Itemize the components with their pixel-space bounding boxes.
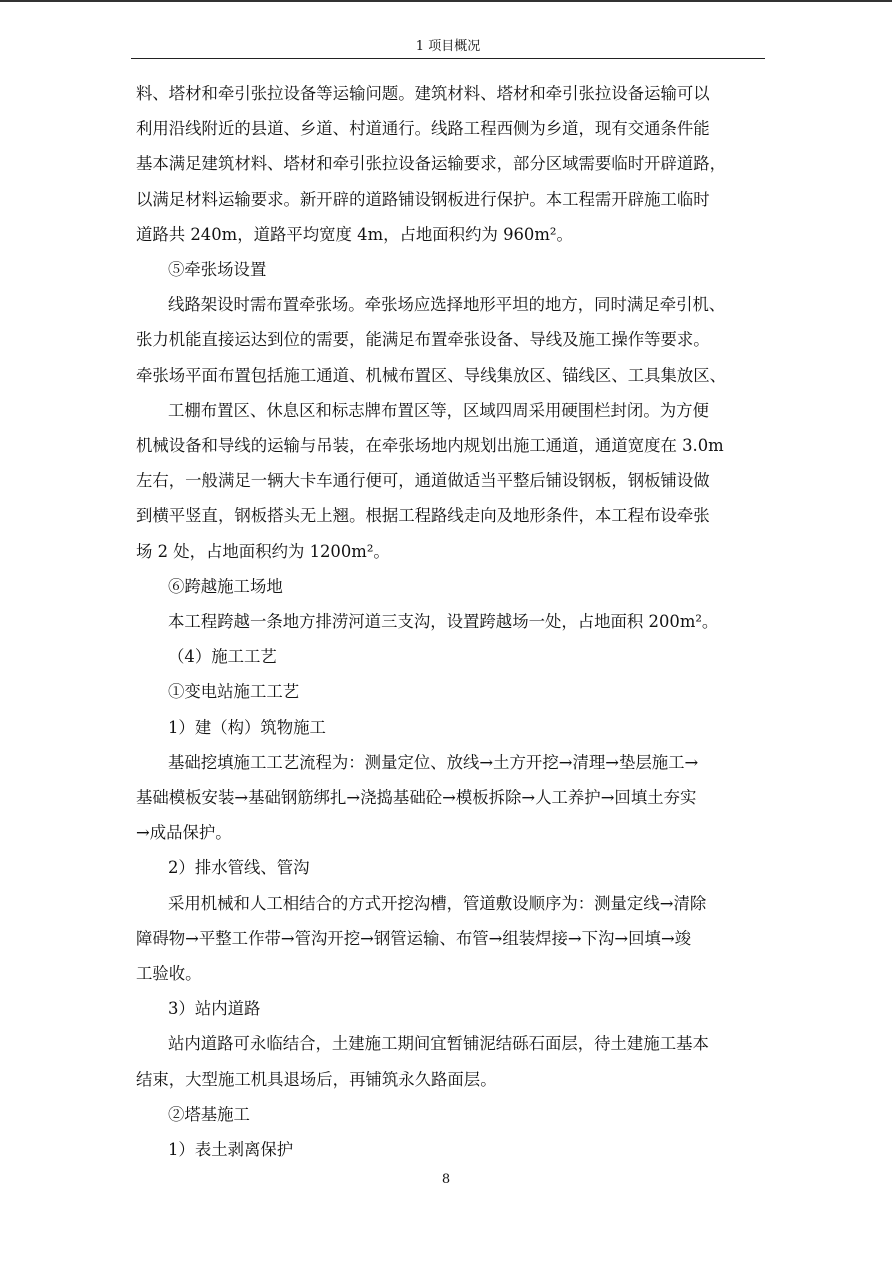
text-line: 以满足材料运输要求。新开辟的道路铺设钢板进行保护。本工程需开辟施工临时 [136, 189, 710, 209]
text-line: 工验收。 [136, 964, 202, 984]
text-line: 道路共 240m，道路平均宽度 4m，占地面积约为 960m²。 [136, 224, 573, 244]
page-top-border [0, 0, 892, 2]
paragraph [136, 604, 766, 639]
page-header [131, 36, 765, 59]
text-line: 左右，一般满足一辆大卡车通行便可，通道做适当平整后铺设钢板，钢板铺设做 [136, 471, 710, 491]
text-line: 障碍物→平整工作带→管沟开挖→钢管运输、布管→组装焊接→下沟→回填→竣 [136, 928, 692, 948]
text-line: 2）排水管线、管沟 [168, 858, 310, 878]
paragraph [136, 745, 766, 780]
text-line: ⑥跨越施工场地 [168, 576, 283, 596]
paragraph [136, 287, 766, 322]
paragraph [136, 252, 766, 287]
text-line: 到横平竖直，钢板搭头无上翘。根据工程路线走向及地形条件，本工程布设牵张 [136, 506, 710, 526]
text-line: ⑤牵张场设置 [168, 260, 267, 280]
text-line: 3）站内道路 [168, 999, 261, 1019]
text-line: 利用沿线附近的县道、乡道、村道通行。线路工程西侧为乡道，现有交通条件能 [136, 119, 710, 139]
paragraph [136, 428, 766, 569]
paragraph [136, 76, 766, 252]
paragraph [136, 674, 766, 709]
text-line: ①变电站施工工艺 [168, 682, 300, 702]
text-line: 结束，大型施工机具退场后，再铺筑永久路面层。 [136, 1069, 497, 1089]
paragraph [136, 1026, 766, 1061]
paragraph [136, 322, 766, 392]
text-line: 基本满足建筑材料、塔材和牵引张拉设备运输要求，部分区域需要临时开辟道路， [136, 154, 727, 174]
paragraph [136, 393, 766, 428]
paragraph [136, 850, 766, 885]
header-title: 1 项目概况 [415, 39, 481, 54]
text-line: 1）表土剥离保护 [168, 1140, 294, 1160]
paragraph [136, 991, 766, 1026]
text-line: 本工程跨越一条地方排涝河道三支沟，设置跨越场一处，占地面积 200m²。 [168, 612, 719, 632]
paragraph [136, 921, 766, 991]
text-line: →成品保护。 [136, 823, 232, 843]
text-line: 基础模板安装→基础钢筋绑扎→浇捣基础砼→模板拆除→人工养护→回填土夯实 [136, 788, 697, 808]
text-line: 机械设备和导线的运输与吊装，在牵张场地内规划出施工通道，通道宽度在 3.0m [136, 436, 724, 456]
paragraph [136, 710, 766, 745]
paragraph [136, 1132, 766, 1167]
text-line: 线路架设时需布置牵张场。牵张场应选择地形平坦的地方，同时满足牵引机、 [168, 295, 726, 315]
paragraph [136, 639, 766, 674]
text-line: 采用机械和人工相结合的方式开挖沟槽，管道敷设顺序为：测量定线→清除 [168, 893, 707, 913]
text-line: 站内道路可永临结合，土建施工期间宜暂铺泥结砾石面层，待土建施工基本 [168, 1034, 709, 1054]
paragraph [136, 1097, 766, 1132]
paragraph [136, 569, 766, 604]
text-line: 1）建（构）筑物施工 [168, 717, 326, 737]
text-line: 工棚布置区、休息区和标志牌布置区等，区域四周采用硬围栏封闭。为方便 [168, 400, 709, 420]
paragraph [136, 1062, 766, 1097]
text-line: 料、塔材和牵引张拉设备等运输问题。建筑材料、塔材和牵引张拉设备运输可以 [136, 84, 710, 103]
text-line: 场 2 处，占地面积约为 1200m²。 [136, 541, 390, 561]
text-line: ②塔基施工 [168, 1104, 250, 1124]
text-line: 牵张场平面布置包括施工通道、机械布置区、导线集放区、锚线区、工具集放区、 [136, 365, 727, 385]
text-line: （4）施工工艺 [168, 647, 277, 667]
text-line: 张力机能直接运达到位的需要，能满足布置牵张设备、导线及施工操作等要求。 [136, 330, 710, 350]
page-number: 8 [441, 1172, 451, 1187]
document-body [136, 76, 766, 1167]
text-line: 基础挖填施工工艺流程为：测量定位、放线→土方开挖→清理→垫层施工→ [168, 752, 699, 772]
paragraph [136, 886, 766, 921]
paragraph [136, 780, 766, 850]
